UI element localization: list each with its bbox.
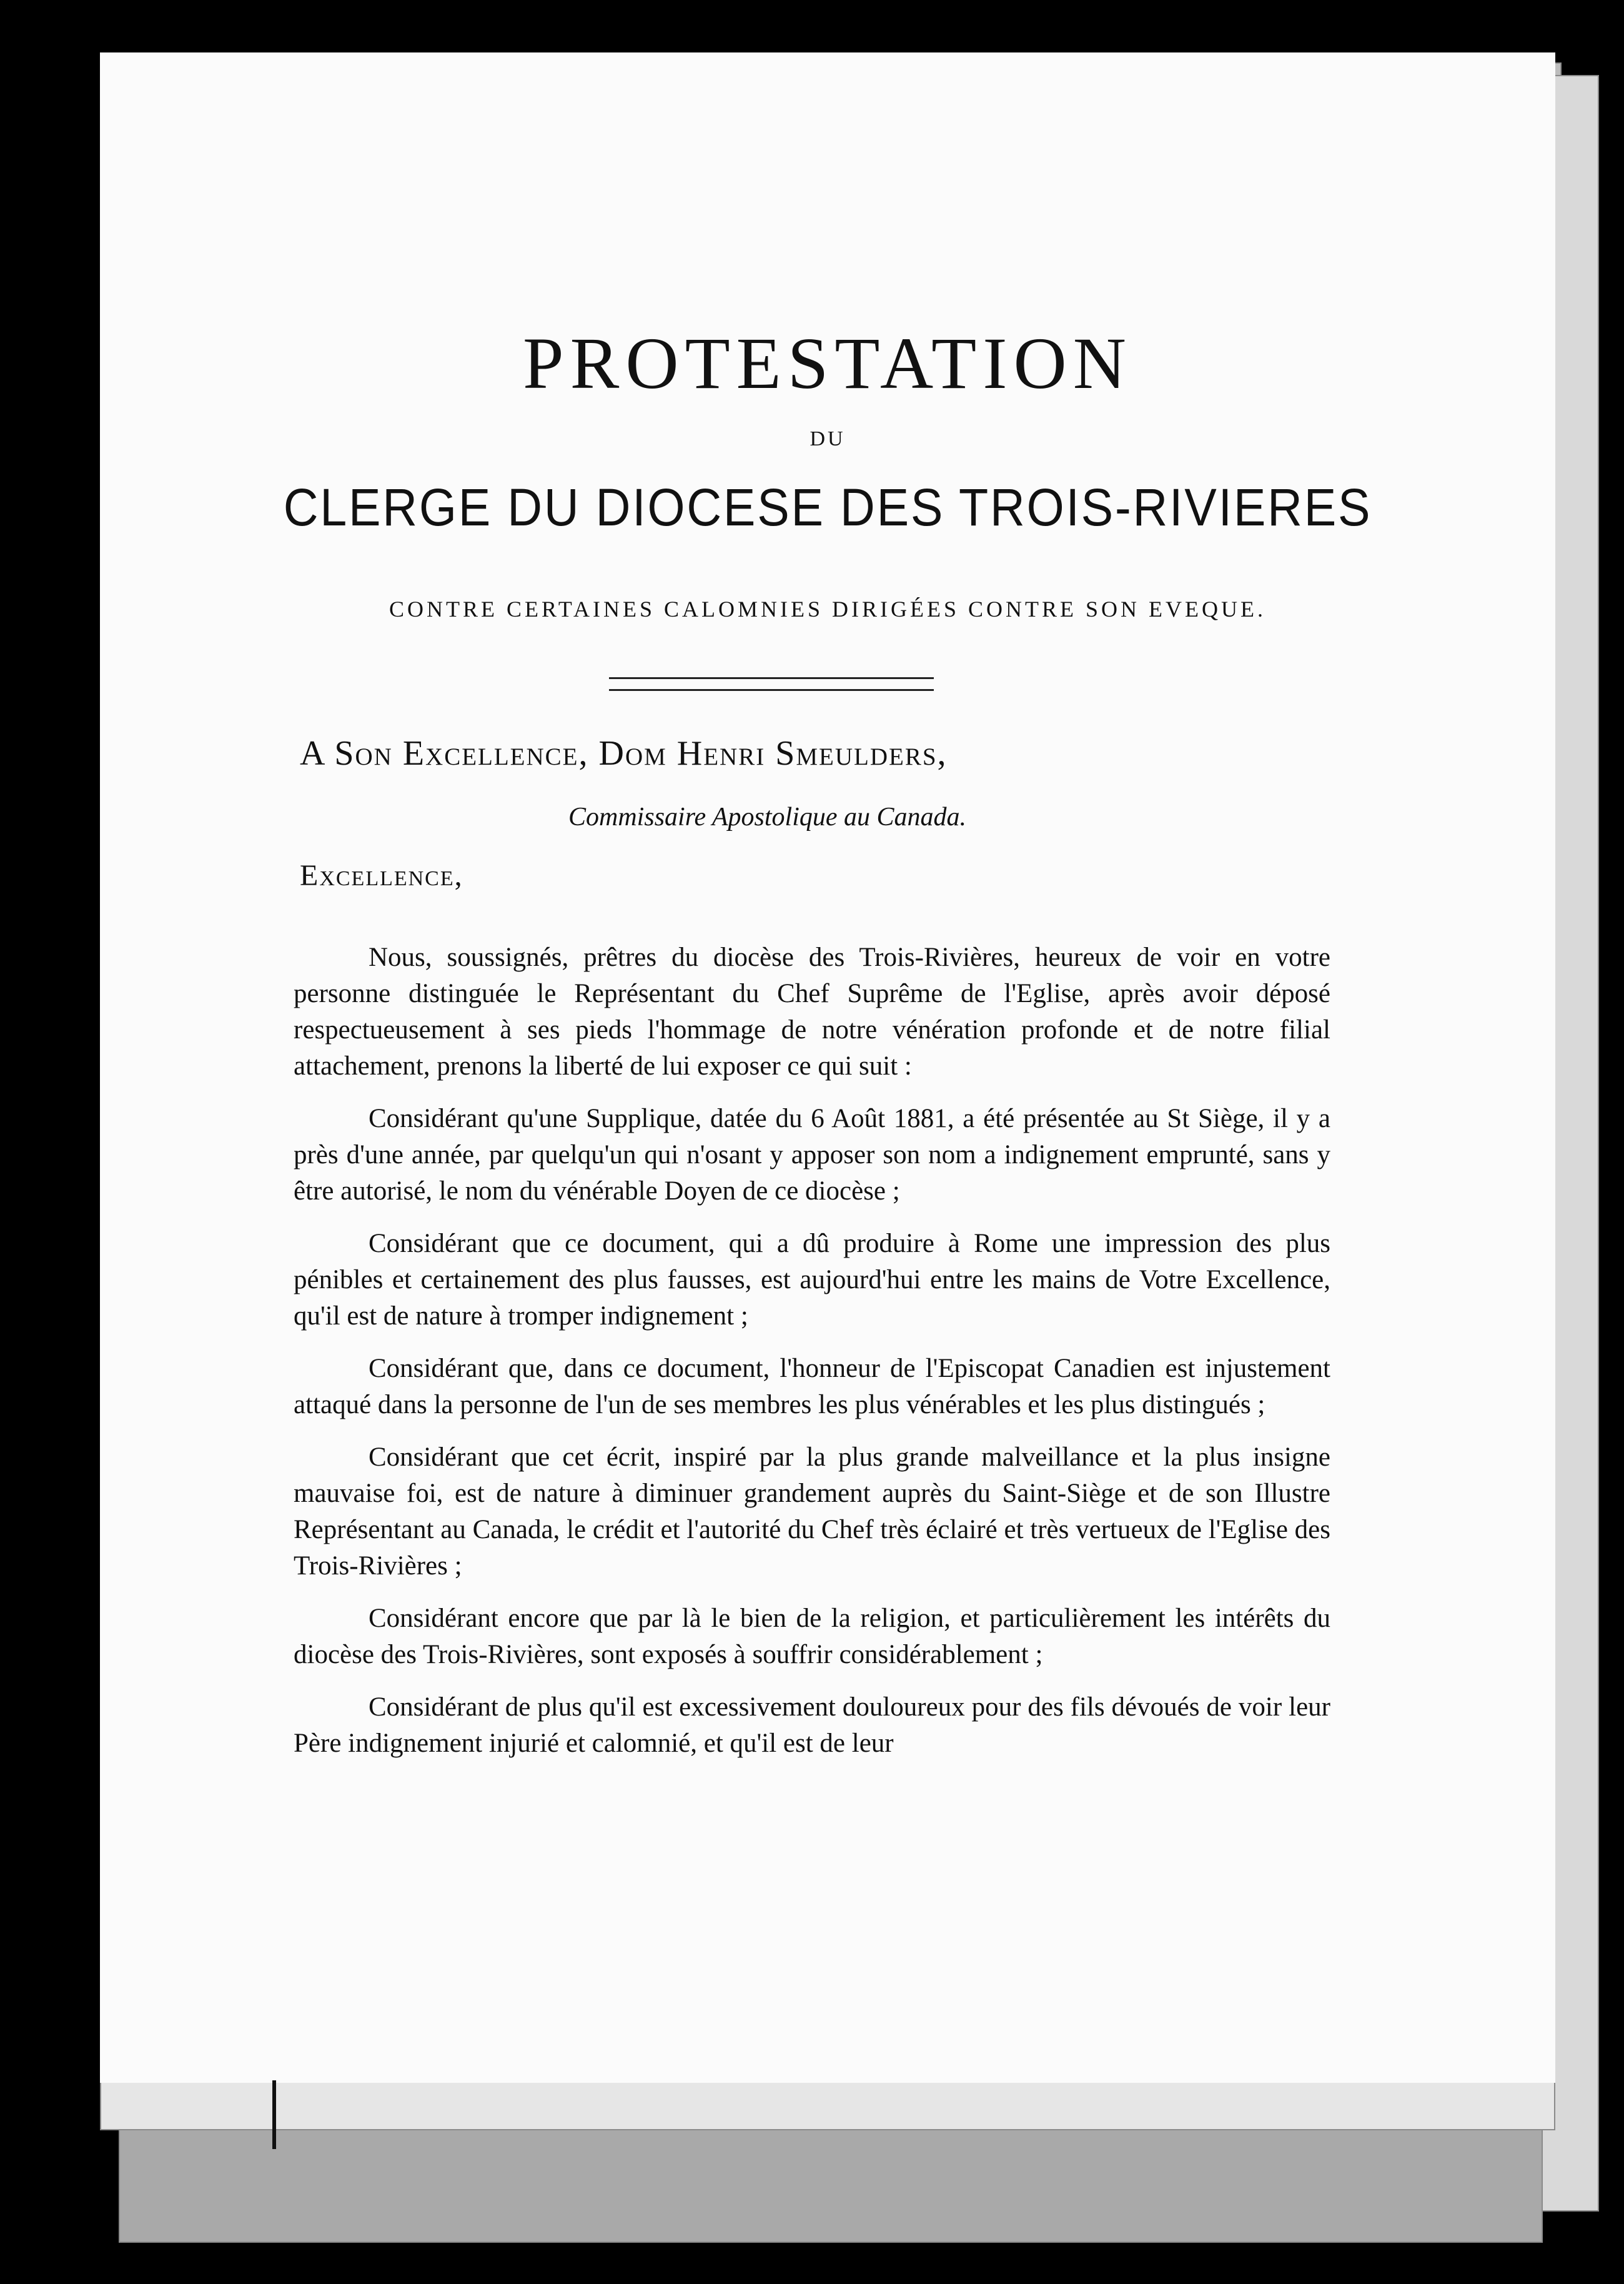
paragraph: Considérant que, dans ce document, l'honneur de l'Episcopat Canadien est injustement attaqué dans la personne de l'un de ses membres les plus vénérables et les plus distingués ; (294, 1354, 1330, 1419)
paragraph: Nous, soussignés, prêtres du diocèse des Trois-Rivières, heureux de voir en votre personne distinguée le Représentant du Chef Suprême de l'Eglise, après avoir déposé respectueusement à ses pieds l'hommage de notre vénération profonde et de notre filial attachement, prenons la liberté de lui exposer ce qui suit : (294, 943, 1330, 1081)
addressee-role: Commissaire Apostolique au Canada. (568, 803, 967, 832)
document-du: DU (810, 427, 846, 450)
document-page (100, 52, 1555, 2083)
salutation: Excellence, (300, 859, 463, 892)
address-line: A Son Excellence, Dom Henri Smeulders, (300, 734, 948, 773)
document-body (294, 940, 1330, 1778)
paragraph: Considérant que ce document, qui a dû produire à Rome une impression des plus pénibles et certainement des plus fausses, est aujourd'hui entre les mains de Votre Excellence, qu'il est de nature à tromper indignement ; (294, 1229, 1330, 1331)
paragraph: Considérant qu'une Supplique, datée du 6 Août 1881, a été présentée au St Siège, il y a près d'une année, par quelqu'un qui n'osant y apposer son nom a indignement emprunté, sans y être autorisé, le nom du vénérable Doyen de ce diocèse ; (294, 1104, 1330, 1206)
paragraph: Considérant encore que par là le bien de la religion, et particulièrement les intérêts du diocèse des Trois-Rivières, sont exposés à souffrir considérablement ; (294, 1604, 1330, 1669)
document-title: PROTESTATION (523, 322, 1132, 404)
double-rule-divider (609, 677, 934, 691)
document-subtitle: CLERGE DU DIOCESE DES TROIS-RIVIERES (283, 478, 1372, 537)
paragraph: Considérant de plus qu'il est excessivement douloureux pour des fils dévoués de voir leur Père indignement injurié et calomnié, et qu'il est de leur (294, 1692, 1330, 1758)
document-subheading: CONTRE CERTAINES CALOMNIES DIRIGÉES CONTRE SON EVEQUE. (389, 597, 1266, 622)
binding-mark (272, 2080, 276, 2149)
paragraph: Considérant que cet écrit, inspiré par la plus grande malveillance et la plus insigne mauvaise foi, est de nature à diminuer grandement auprès du Saint-Siège et de son Illustre Représentant au Canada, le crédit et l'autorité du Chef très éclairé et très vertueux de l'Eglise des Trois-Rivières ; (294, 1442, 1330, 1581)
